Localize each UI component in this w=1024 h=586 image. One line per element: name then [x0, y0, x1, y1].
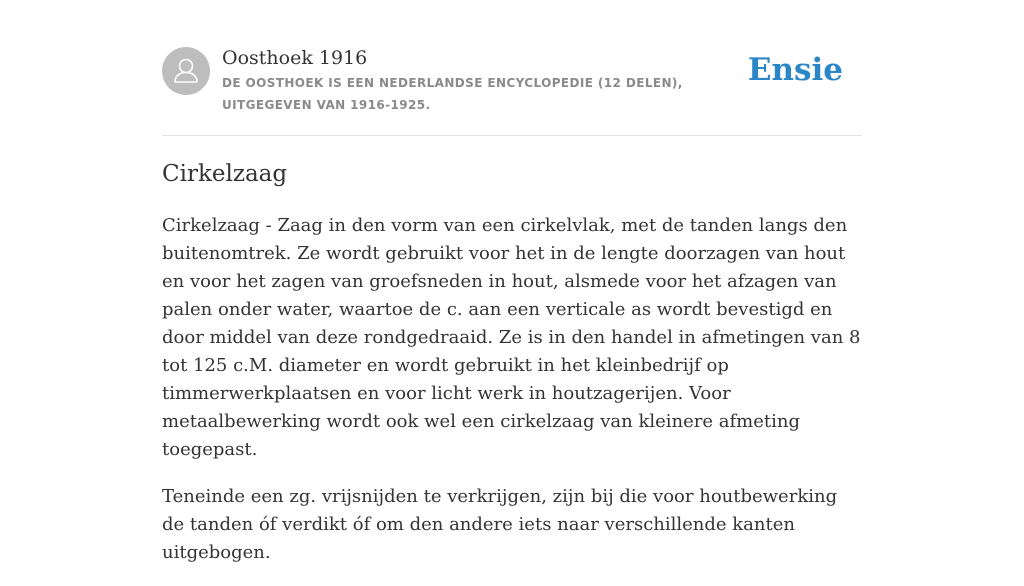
- source-header: [162, 46, 862, 118]
- source-avatar[interactable]: [162, 47, 210, 95]
- ensie-logo[interactable]: Ensie: [747, 52, 843, 88]
- entry-paragraph: Cirkelzaag - Zaag in den vorm van een cirkelvlak, met de tanden langs den buitenomtrek. Ze wordt gebruikt voor het in de lengte doorzagen van hout en voor het zagen van groefsneden in hout, alsmede voor het afzagen van palen onder water, waartoe de c. aan een verticale as wordt bevestigd en door middel van deze rondgedraaid. Ze is in den handel in afmetingen van 8 tot 125 c.M. diameter en wordt gebruikt in het kleinbedrijf op timmerwerkplaatsen en voor licht werk in houtzagerijen. Voor metaalbewerking wordt ook wel een cirkelzaag van kleinere afmeting toegepast.: [162, 215, 861, 460]
- header-divider: [162, 135, 862, 136]
- entry-title: Cirkelzaag: [162, 161, 288, 187]
- source-description: DE OOSTHOEK IS EEN NEDERLANDSE ENCYCLOPEDIE (12 DELEN), UITGEGEVEN VAN 1916-1925.: [222, 76, 683, 112]
- source-title[interactable]: Oosthoek 1916: [222, 47, 368, 69]
- entry-paragraph: Teneinde een zg. vrijsnijden te verkrijgen, zijn bij die voor houtbewerking de tanden óf verdikt óf om den andere iets naar verschillende kanten uitgebogen.: [162, 486, 838, 563]
- user-icon: [162, 47, 210, 95]
- entry-body: [162, 212, 862, 586]
